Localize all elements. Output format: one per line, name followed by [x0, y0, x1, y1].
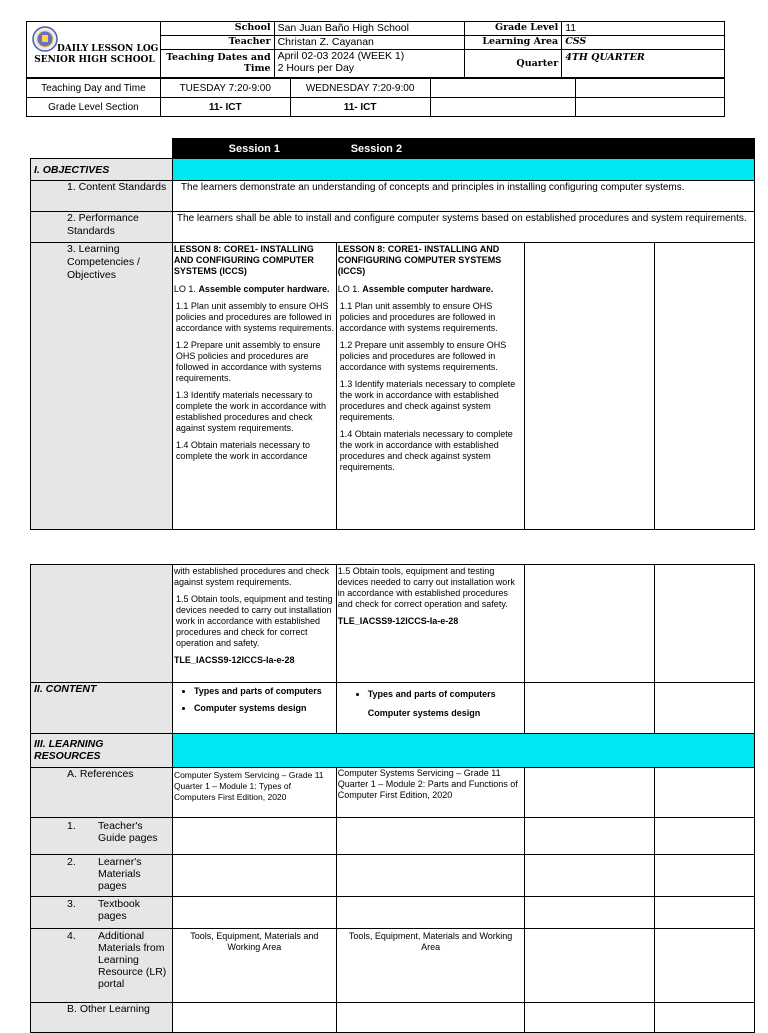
s1-competencies-cont [172, 565, 336, 683]
s1-competencies [172, 243, 336, 530]
am-label: Additional Materials from Learning Resource (LR) portal [98, 930, 167, 990]
s1-content-item-1: • Types and parts of computers [194, 686, 335, 697]
tb-num: 3. [67, 898, 76, 910]
sec4 [576, 98, 725, 117]
teach-day-label: Teaching Day and Time [27, 79, 161, 98]
lm-num: 2. [67, 856, 76, 868]
s1-lesson-title: LESSON 8: CORE1- INSTALLING AND CONFIGURING COMPUTER SYSTEMS (ICCS) [173, 244, 314, 276]
sec3 [430, 98, 576, 117]
tb-label: Textbook pages [98, 898, 141, 922]
content-resources-table [30, 564, 755, 1033]
s1-additional-materials: Tools, Equipment, Materials and Working Area [172, 929, 336, 1003]
day1: TUESDAY 7:20-9:00 [160, 79, 290, 98]
grade-value: 11 [562, 22, 725, 36]
s2-obj-1-2: 1.2 Prepare unit assembly to ensure OHS policies and procedures are followed in accordance with systems requirements. [339, 340, 507, 372]
day2: WEDNESDAY 7:20-9:00 [290, 79, 430, 98]
objectives-table [30, 138, 755, 530]
header-table [26, 21, 725, 78]
s1-obj-1-4b: with established procedures and check against system requirements. [173, 566, 330, 587]
area-value: CSS [562, 36, 725, 50]
s2-obj-1-5: 1.5 Obtain tools, equipment and testing devices needed to carry out installation work in accordance with established procedures and check for correct operation and safety. [337, 566, 515, 609]
section-label: Grade Level Section [27, 98, 161, 117]
day3 [430, 79, 576, 98]
s2-additional-materials: Tools, Equipment, Materials and Working Area [336, 929, 525, 1003]
session2-header: Session 2 [336, 139, 525, 159]
teacher-label: Teacher [160, 36, 274, 50]
resources-heading: III. LEARNING RESOURCES [31, 734, 173, 768]
am-num: 4. [67, 930, 76, 942]
s2-competencies [336, 243, 525, 530]
school-value: San Juan Baño High School [274, 22, 465, 36]
deped-seal-icon [32, 26, 58, 52]
s1-lo: LO 1. Assemble computer hardware. [173, 284, 330, 294]
s2-lesson-title: LESSON 8: CORE1- INSTALLING AND CONFIGURING COMPUTER SYSTEMS (ICCS) [337, 244, 502, 276]
s1-obj-1-3: 1.3 Identify materials necessary to complete the work in accordance with established procedures and check against system requirements. [175, 390, 326, 433]
sec1: 11- ICT [160, 98, 290, 117]
s1-obj-1-1: 1.1 Plan unit assembly to ensure OHS policies and procedures are followed in accordance with systems requirements. [175, 301, 334, 333]
s2-code: TLE_IACSS9-12ICCS-Ia-e-28 [337, 616, 459, 626]
quarter-label: Quarter [465, 50, 562, 78]
tg-label: Teacher's Guide pages [98, 820, 158, 844]
s1-content [172, 683, 336, 734]
teachers-guide-row-label [31, 818, 173, 855]
s1-code: TLE_IACSS9-12ICCS-Ia-e-28 [173, 655, 295, 665]
deped-logo-cell [27, 22, 161, 78]
s2-competencies-cont [336, 565, 525, 683]
s1-references: Computer System Servicing – Grade 11 Quarter 1 – Module 1: Types of Computers First Edition, 2020 [172, 768, 336, 818]
dates-value-line1: April 02-03 2024 (WEEK 1) [277, 50, 405, 62]
content-standards-text: The learners demonstrate an understanding of concepts and principles in installing configuring computer systems. [172, 181, 754, 212]
day4 [576, 79, 725, 98]
s2-lo: LO 1. Assemble computer hardware. [337, 284, 494, 294]
grade-label: Grade Level [465, 22, 562, 36]
content-heading: II. CONTENT [31, 683, 173, 734]
dates-value-line2: 2 Hours per Day [277, 62, 355, 74]
textbook-row-label [31, 897, 173, 929]
sec2: 11- ICT [290, 98, 430, 117]
dates-value [274, 50, 465, 78]
additional-materials-row-label [31, 929, 173, 1003]
objectives-heading: I. OBJECTIVES [31, 159, 173, 181]
teaching-day-table [26, 78, 725, 117]
lm-label: Learner's Materials pages [98, 856, 142, 892]
s2-references: Computer Systems Servicing – Grade 11 Quarter 1 – Module 2: Parts and Functions of Computer First Edition, 2020 [336, 768, 525, 818]
teacher-value: Christan Z. Cayanan [274, 36, 465, 50]
area-label: Learning Area [465, 36, 562, 50]
session1-header: Session 1 [172, 139, 336, 159]
content-standards-label: 1. Content Standards [31, 181, 173, 212]
s2-content [336, 683, 525, 734]
competencies-label: 3. Learning Competencies / Objectives [31, 243, 173, 530]
s2-content-item-1: • Types and parts of computers [368, 689, 524, 700]
dll-title: DAILY LESSON LOG [57, 44, 159, 54]
performance-standards-label: 2. Performance Standards [31, 212, 173, 243]
other-resources-label: B. Other Learning [31, 1003, 173, 1033]
tg-num: 1. [67, 820, 76, 832]
s1-content-item-2: • Computer systems design [194, 703, 335, 714]
s1-obj-1-2: 1.2 Prepare unit assembly to ensure OHS policies and procedures are followed in accordance with systems requirements. [175, 340, 322, 383]
s2-obj-1-4: 1.4 Obtain materials necessary to complete the work in accordance with established procedures and check against system requirements. [339, 429, 513, 472]
quarter-value: 4TH QUARTER [562, 50, 725, 78]
learners-materials-row-label [31, 855, 173, 897]
s1-obj-1-4a: 1.4 Obtain materials necessary to complete the work in accordance [175, 440, 310, 461]
dates-label: Teaching Dates and Time [160, 50, 274, 78]
s2-obj-1-1: 1.1 Plan unit assembly to ensure OHS policies and procedures are followed in accordance with systems requirements. [339, 301, 498, 333]
s2-content-item-2: Computer systems design [367, 708, 481, 718]
school-label: School [160, 22, 274, 36]
s1-obj-1-5: 1.5 Obtain tools, equipment and testing devices needed to carry out installation work in accordance with established procedures and check for correct operation and safety. [175, 594, 333, 648]
s2-obj-1-3: 1.3 Identify materials necessary to complete the work in accordance with established procedures and check against system requirements. [339, 379, 516, 422]
references-label: A. References [31, 768, 173, 818]
performance-standards-text: The learners shall be able to install and configure computer systems based on established procedures and system requirements. [172, 212, 754, 243]
dll-subtitle: SENIOR HIGH SCHOOL [34, 55, 155, 65]
